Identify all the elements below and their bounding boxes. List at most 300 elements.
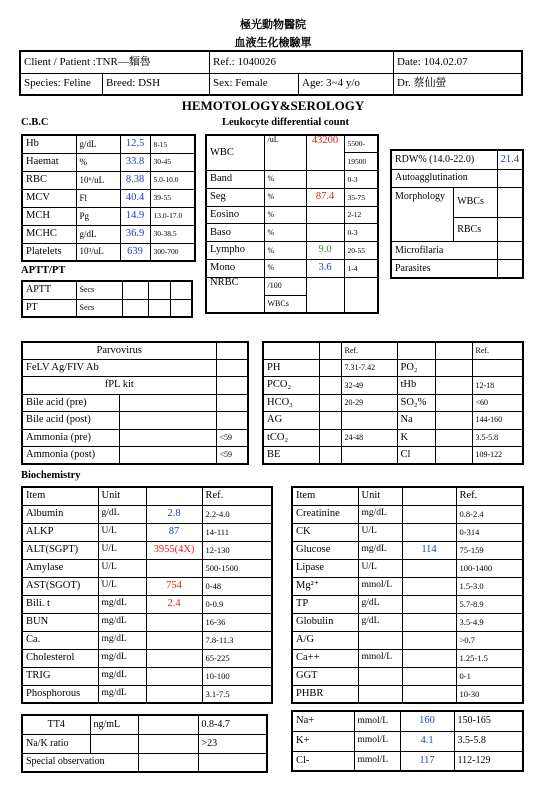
leukocyte-table <box>205 134 379 314</box>
tt4-label: TT4 <box>22 715 90 734</box>
biochem-row <box>292 541 523 559</box>
nak-ref: >23 <box>198 734 267 753</box>
bg-right-ref: 3.5-5.8 <box>472 429 523 446</box>
leukocyte-value: 9.0 <box>306 242 344 260</box>
bg-left-item: PH <box>263 359 319 376</box>
bg-left-ref: 24-48 <box>341 429 397 446</box>
bg-blank <box>263 342 319 359</box>
electrolyte-ref: 112-129 <box>454 751 523 771</box>
cbc-value: 40.4 <box>120 189 150 207</box>
biochem-row <box>22 649 272 667</box>
sex: Sex: Female <box>210 73 299 95</box>
biochem-header-ref: Ref. <box>202 487 272 505</box>
section-title: HEMOTOLOGY&SEROLOGY <box>181 98 365 113</box>
bg-left-value <box>319 377 341 394</box>
cbc-value: 33.8 <box>120 153 150 171</box>
biochem-item: Lipase <box>292 559 358 577</box>
nrbc-row <box>206 277 378 295</box>
biochem-ref: 65-225 <box>202 649 272 667</box>
biochem-header-value <box>146 487 202 505</box>
biochem-value: 114 <box>402 541 456 559</box>
biochem-item: PHBR <box>292 685 358 703</box>
biochem-value <box>402 667 456 685</box>
biochem-unit: U/L <box>98 523 146 541</box>
nrbc-ref <box>344 277 378 313</box>
aptt-ref <box>170 281 192 299</box>
serology-ref <box>216 394 248 411</box>
serology-item: Bile acid (post) <box>22 412 119 429</box>
cbc-value: 639 <box>120 243 150 261</box>
electrolyte-row <box>292 751 523 771</box>
blood-gas-header <box>263 342 523 359</box>
wbc-ref-2: 19500 <box>344 153 378 171</box>
leukocyte-value: 87.4 <box>306 188 344 206</box>
leukocyte-row <box>206 242 378 260</box>
cbc-unit: Pg <box>76 207 120 225</box>
biochem-unit: g/dL <box>358 595 402 613</box>
biochem-ref: 10-30 <box>456 685 523 703</box>
biochem-row <box>22 541 272 559</box>
bg-left-item: tCO₂ <box>263 429 319 446</box>
biochem-value <box>146 685 202 703</box>
biochem-unit: U/L <box>358 523 402 541</box>
serology-item: fPL kit <box>22 377 216 394</box>
bg-right-item: PO₂ <box>397 359 435 376</box>
aptt-item: PT <box>22 299 76 317</box>
biochem-unit: mg/dL <box>358 541 402 559</box>
biochem-value <box>146 649 202 667</box>
bg-left-item: BE <box>263 447 319 464</box>
serology-row <box>22 394 248 411</box>
cbc-ref: 13.0-17.0 <box>150 207 195 225</box>
biochem-item: AST(SGOT) <box>22 577 98 595</box>
biochem-row <box>22 559 272 577</box>
electrolyte-table <box>291 710 524 772</box>
biochem-row <box>292 685 523 703</box>
leukocyte-row <box>206 188 378 206</box>
biochem-item: ALT(SGPT) <box>22 541 98 559</box>
biochem-header <box>292 487 523 505</box>
biochem-item: Cholesterol <box>22 649 98 667</box>
leukocyte-row <box>206 206 378 224</box>
leukocyte-unit: % <box>264 260 306 278</box>
bg-left-ref: 20-29 <box>341 394 397 411</box>
biochem-value: 754 <box>146 577 202 595</box>
biochem-ref: 0-1 <box>456 667 523 685</box>
electrolyte-item: Cl- <box>292 751 354 771</box>
leukocyte-value: 3.6 <box>306 260 344 278</box>
bg-right-item: Na <box>397 412 435 429</box>
biochem-ref: 1.5-3.0 <box>456 577 523 595</box>
biochem-row <box>292 649 523 667</box>
blood-gas-row <box>263 377 523 394</box>
cbc-row <box>22 207 195 225</box>
serology-ref <box>216 359 248 376</box>
biochem-value: 2.8 <box>146 505 202 523</box>
biochem-unit: mg/dL <box>358 505 402 523</box>
cbc-title: C.B.C <box>21 117 49 128</box>
biochem-unit: U/L <box>98 559 146 577</box>
biochem-item: Globulin <box>292 613 358 631</box>
biochem-item: Glucose <box>292 541 358 559</box>
cbc-ref: 8-15 <box>150 135 195 153</box>
leukocyte-item: Lympho <box>206 242 264 260</box>
cbc-ref: 30-38.5 <box>150 225 195 243</box>
leukocyte-row <box>206 260 378 278</box>
biochem-ref: 100-1400 <box>456 559 523 577</box>
bg-right-ref: 12-18 <box>472 377 523 394</box>
serology-row <box>22 359 248 376</box>
bg-right-ref <box>472 359 523 376</box>
cbc-value: 36.9 <box>120 225 150 243</box>
biochem-unit: mg/dL <box>98 595 146 613</box>
biochem-unit <box>358 631 402 649</box>
biochem-ref: 500-1500 <box>202 559 272 577</box>
bg-right-value <box>435 359 472 376</box>
biochem-unit: U/L <box>98 541 146 559</box>
biochem-row <box>22 631 272 649</box>
biochem-row <box>292 595 523 613</box>
biochem-item: TRIG <box>22 667 98 685</box>
biochem-ref: 1.25-1.5 <box>456 649 523 667</box>
biochem-ref: 12-130 <box>202 541 272 559</box>
leukocyte-value <box>306 224 344 242</box>
serology-ref <box>216 412 248 429</box>
serology-ref: <59 <box>216 429 248 446</box>
client-patient: Client / Patient :TNR—麵魯 <box>20 51 210 73</box>
biochem-value <box>402 685 456 703</box>
aptt-item: APTT <box>22 281 76 299</box>
cbc-item: RBC <box>22 171 76 189</box>
biochem-row <box>292 559 523 577</box>
biochem-item: BUN <box>22 613 98 631</box>
biochem-value: 3955(4X) <box>146 541 202 559</box>
biochem-item: Bili. t <box>22 595 98 613</box>
cbc-value: 8.38 <box>120 171 150 189</box>
cbc-value: 14.9 <box>120 207 150 225</box>
bg-right-item: SO₂% <box>397 394 435 411</box>
biochem-header-ref: Ref. <box>456 487 523 505</box>
electrolyte-row <box>292 711 523 731</box>
biochem-ref: 0-48 <box>202 577 272 595</box>
electrolyte-ref: 150-165 <box>454 711 523 731</box>
bg-right-value <box>435 429 472 446</box>
aptt-title: APTT/PT <box>21 265 66 276</box>
bg-left-value <box>319 412 341 429</box>
biochem-row <box>22 685 272 703</box>
biochem-unit: mg/dL <box>98 649 146 667</box>
biochem-row <box>22 523 272 541</box>
leukocyte-ref: 0-3 <box>344 171 378 189</box>
serology-result <box>119 412 216 429</box>
cbc-row <box>22 153 195 171</box>
biochem-row <box>292 613 523 631</box>
blood-gas-row <box>263 447 523 464</box>
bg-left-ref: 32-49 <box>341 377 397 394</box>
biochem-unit: mmol/L <box>358 577 402 595</box>
morphology: Morphology <box>391 187 454 241</box>
electrolyte-value: 4.1 <box>400 731 454 751</box>
nak-label: Na/K ratio <box>22 734 90 753</box>
report-title: 血液生化檢驗單 <box>234 37 312 49</box>
leukocyte-item: Seg <box>206 188 264 206</box>
microfilaria: Microfilaria <box>391 242 497 260</box>
aptt-row <box>22 281 192 299</box>
cbc-row <box>22 243 195 261</box>
cbc-ref: 5.0-10.0 <box>150 171 195 189</box>
bg-left-value <box>319 394 341 411</box>
serology-item: Bile acid (pre) <box>22 394 119 411</box>
serology-result <box>119 447 216 464</box>
biochem-value <box>146 667 202 685</box>
cbc-ref: 30-45 <box>150 153 195 171</box>
electrolyte-row <box>292 731 523 751</box>
bg-right-value <box>435 412 472 429</box>
aptt-ref <box>170 299 192 317</box>
biochem-ref: 10-100 <box>202 667 272 685</box>
cbc-row <box>22 171 195 189</box>
cbc-ref: 39-55 <box>150 189 195 207</box>
tt4-unit: ng/mL <box>90 715 138 734</box>
cbc-value: 12.5 <box>120 135 150 153</box>
cbc-item: MCH <box>22 207 76 225</box>
biochem-ref: 75-159 <box>456 541 523 559</box>
bg-right-value <box>435 377 472 394</box>
electrolyte-unit: mmol/L <box>354 731 400 751</box>
leukocyte-ref: 0-3 <box>344 224 378 242</box>
biochem-row <box>22 613 272 631</box>
bg-left-value <box>319 447 341 464</box>
biochem-ref: 7.8-11.3 <box>202 631 272 649</box>
biochem-unit: mg/dL <box>98 631 146 649</box>
leukocyte-row <box>206 224 378 242</box>
biochem-header-unit: Unit <box>98 487 146 505</box>
rdw-value: 21.4 <box>497 150 523 169</box>
leukocyte-unit: % <box>264 224 306 242</box>
biochem-ref: >0.7 <box>456 631 523 649</box>
electrolyte-item: K+ <box>292 731 354 751</box>
rdw-label: RDW% (14.0-22.0) <box>391 150 497 169</box>
serology-table <box>21 341 249 465</box>
biochem-item: Ca++ <box>292 649 358 667</box>
biochem-item: A/G <box>292 631 358 649</box>
biochem-unit: U/L <box>358 559 402 577</box>
electrolyte-unit: mmol/L <box>354 751 400 771</box>
bg-left-item: PCO₂ <box>263 377 319 394</box>
species: Species: Feline <box>20 73 103 95</box>
biochem-row <box>22 667 272 685</box>
biochem-value: 2.4 <box>146 595 202 613</box>
bg-left-item: HCO₃ <box>263 394 319 411</box>
biochem-ref: 0-0.9 <box>202 595 272 613</box>
biochem-row <box>292 577 523 595</box>
aptt-row <box>22 299 192 317</box>
biochem-row <box>292 505 523 523</box>
aptt-value <box>122 281 148 299</box>
leukocyte-unit: % <box>264 242 306 260</box>
biochem-value <box>402 613 456 631</box>
bg-left-item: AG <box>263 412 319 429</box>
serology-row <box>22 342 248 359</box>
bg-right-value <box>435 447 472 464</box>
aptt-blank <box>148 299 170 317</box>
bg-left-ref: 7.31-7.42 <box>341 359 397 376</box>
bg-right-item: Cl <box>397 447 435 464</box>
biochem-ref: 14-111 <box>202 523 272 541</box>
biochem-right-table <box>291 486 524 704</box>
misc-table <box>21 714 268 773</box>
serology-item: Ammonia (post) <box>22 447 119 464</box>
wbc-value: 43200 <box>306 135 344 171</box>
cbc-unit: g/dL <box>76 225 120 243</box>
biochem-unit: U/L <box>98 577 146 595</box>
biochem-unit: mg/dL <box>98 613 146 631</box>
wbc-row <box>206 135 378 153</box>
nrbc-unit-2: WBCs <box>264 295 306 313</box>
cbc-unit: 10⁶/uL <box>76 171 120 189</box>
biochem-row <box>22 505 272 523</box>
autoagglutination-value <box>497 169 523 187</box>
nrbc-item: NRBC <box>206 277 264 313</box>
cbc-row <box>22 135 195 153</box>
biochem-unit <box>358 667 402 685</box>
biochem-item: Phosphorous <box>22 685 98 703</box>
leukocyte-ref: 1-4 <box>344 260 378 278</box>
biochem-ref: 3.1-7.5 <box>202 685 272 703</box>
biochem-row <box>22 577 272 595</box>
cbc-unit: 10³/uL <box>76 243 120 261</box>
biochem-ref: 2.2-4.0 <box>202 505 272 523</box>
electrolyte-item: Na+ <box>292 711 354 731</box>
morphology-wbcs: WBCs <box>454 187 497 217</box>
patient-info-table <box>19 50 523 96</box>
blood-gas-row <box>263 394 523 411</box>
bg-left-value <box>319 359 341 376</box>
cbc-item: MCV <box>22 189 76 207</box>
biochem-unit <box>358 685 402 703</box>
biochem-header <box>22 487 272 505</box>
blood-gas-table <box>262 341 524 465</box>
aptt-blank <box>148 281 170 299</box>
biochem-unit: g/dL <box>98 505 146 523</box>
nrbc-value <box>306 277 344 313</box>
biochem-item: Amylase <box>22 559 98 577</box>
biochem-row <box>22 595 272 613</box>
bg-right-ref: 144-160 <box>472 412 523 429</box>
biochem-value <box>402 577 456 595</box>
aptt-unit: Secs <box>76 299 122 317</box>
leukocyte-ref: 20-55 <box>344 242 378 260</box>
bg-ref-header: Ref. <box>472 342 523 359</box>
leukocyte-unit: % <box>264 188 306 206</box>
cbc-row <box>22 225 195 243</box>
biochemistry-title: Biochemistry <box>21 470 81 481</box>
biochem-ref: 16-36 <box>202 613 272 631</box>
tt4-ref: 0.8-4.7 <box>198 715 267 734</box>
biochem-row <box>292 523 523 541</box>
biochem-value: 87 <box>146 523 202 541</box>
leukocyte-ref: 2-12 <box>344 206 378 224</box>
cbc-item: Haemat <box>22 153 76 171</box>
biochem-header-item: Item <box>22 487 98 505</box>
biochem-value <box>402 523 456 541</box>
blood-gas-row <box>263 359 523 376</box>
aptt-unit: Secs <box>76 281 122 299</box>
biochem-value <box>402 595 456 613</box>
bg-right-item: K <box>397 429 435 446</box>
cbc-ref: 300-700 <box>150 243 195 261</box>
leukocyte-unit: % <box>264 171 306 189</box>
biochem-ref: 0-314 <box>456 523 523 541</box>
biochem-value <box>402 559 456 577</box>
biochem-ref: 3.5-4.9 <box>456 613 523 631</box>
parasites: Parasites <box>391 260 497 278</box>
age: Age: 3~4 y/o <box>299 73 394 95</box>
biochem-value <box>146 631 202 649</box>
bg-right-value <box>435 394 472 411</box>
leukocyte-item: Eosino <box>206 206 264 224</box>
autoagglutination: Autoagglutination <box>391 169 497 187</box>
wbc-unit: /uL <box>264 135 306 171</box>
bg-blank <box>435 342 472 359</box>
doctor: Dr. 蔡仙螢 <box>394 73 523 95</box>
biochem-value <box>402 631 456 649</box>
serology-row <box>22 377 248 394</box>
bg-left-ref <box>341 412 397 429</box>
biochem-unit: g/dL <box>358 613 402 631</box>
serology-ref <box>216 342 248 359</box>
leukocyte-value <box>306 206 344 224</box>
leukocyte-unit: % <box>264 206 306 224</box>
biochem-item: TP <box>292 595 358 613</box>
biochem-ref: 5.7-8.9 <box>456 595 523 613</box>
biochem-left-table <box>21 486 273 704</box>
leukocyte-item: Mono <box>206 260 264 278</box>
cbc-item: Platelets <box>22 243 76 261</box>
breed: Breed: DSH <box>103 73 210 95</box>
blood-gas-row <box>263 429 523 446</box>
biochem-value <box>402 505 456 523</box>
serology-result <box>119 394 216 411</box>
biochem-item: Creatinine <box>292 505 358 523</box>
bg-blank <box>319 342 341 359</box>
aptt-value <box>122 299 148 317</box>
biochem-item: GGT <box>292 667 358 685</box>
cbc-unit: % <box>76 153 120 171</box>
bg-right-ref: 109-122 <box>472 447 523 464</box>
electrolyte-unit: mmol/L <box>354 711 400 731</box>
biochem-value <box>146 559 202 577</box>
serology-row <box>22 447 248 464</box>
biochem-header-value <box>402 487 456 505</box>
biochem-ref: 0.8-2.4 <box>456 505 523 523</box>
report-date: Date: 104.02.07 <box>394 51 523 73</box>
biochem-value <box>146 613 202 631</box>
bg-blank <box>397 342 435 359</box>
aptt-table <box>21 280 193 318</box>
biochem-unit: mmol/L <box>358 649 402 667</box>
bg-right-item: tHb <box>397 377 435 394</box>
biochem-header-unit: Unit <box>358 487 402 505</box>
biochem-row <box>292 667 523 685</box>
cbc-item: Hb <box>22 135 76 153</box>
bg-left-value <box>319 429 341 446</box>
leukocyte-item: Band <box>206 171 264 189</box>
serology-result <box>119 429 216 446</box>
cbc-unit: g/dL <box>76 135 120 153</box>
bg-ref-header: Ref. <box>341 342 397 359</box>
rdw-table <box>390 149 524 279</box>
